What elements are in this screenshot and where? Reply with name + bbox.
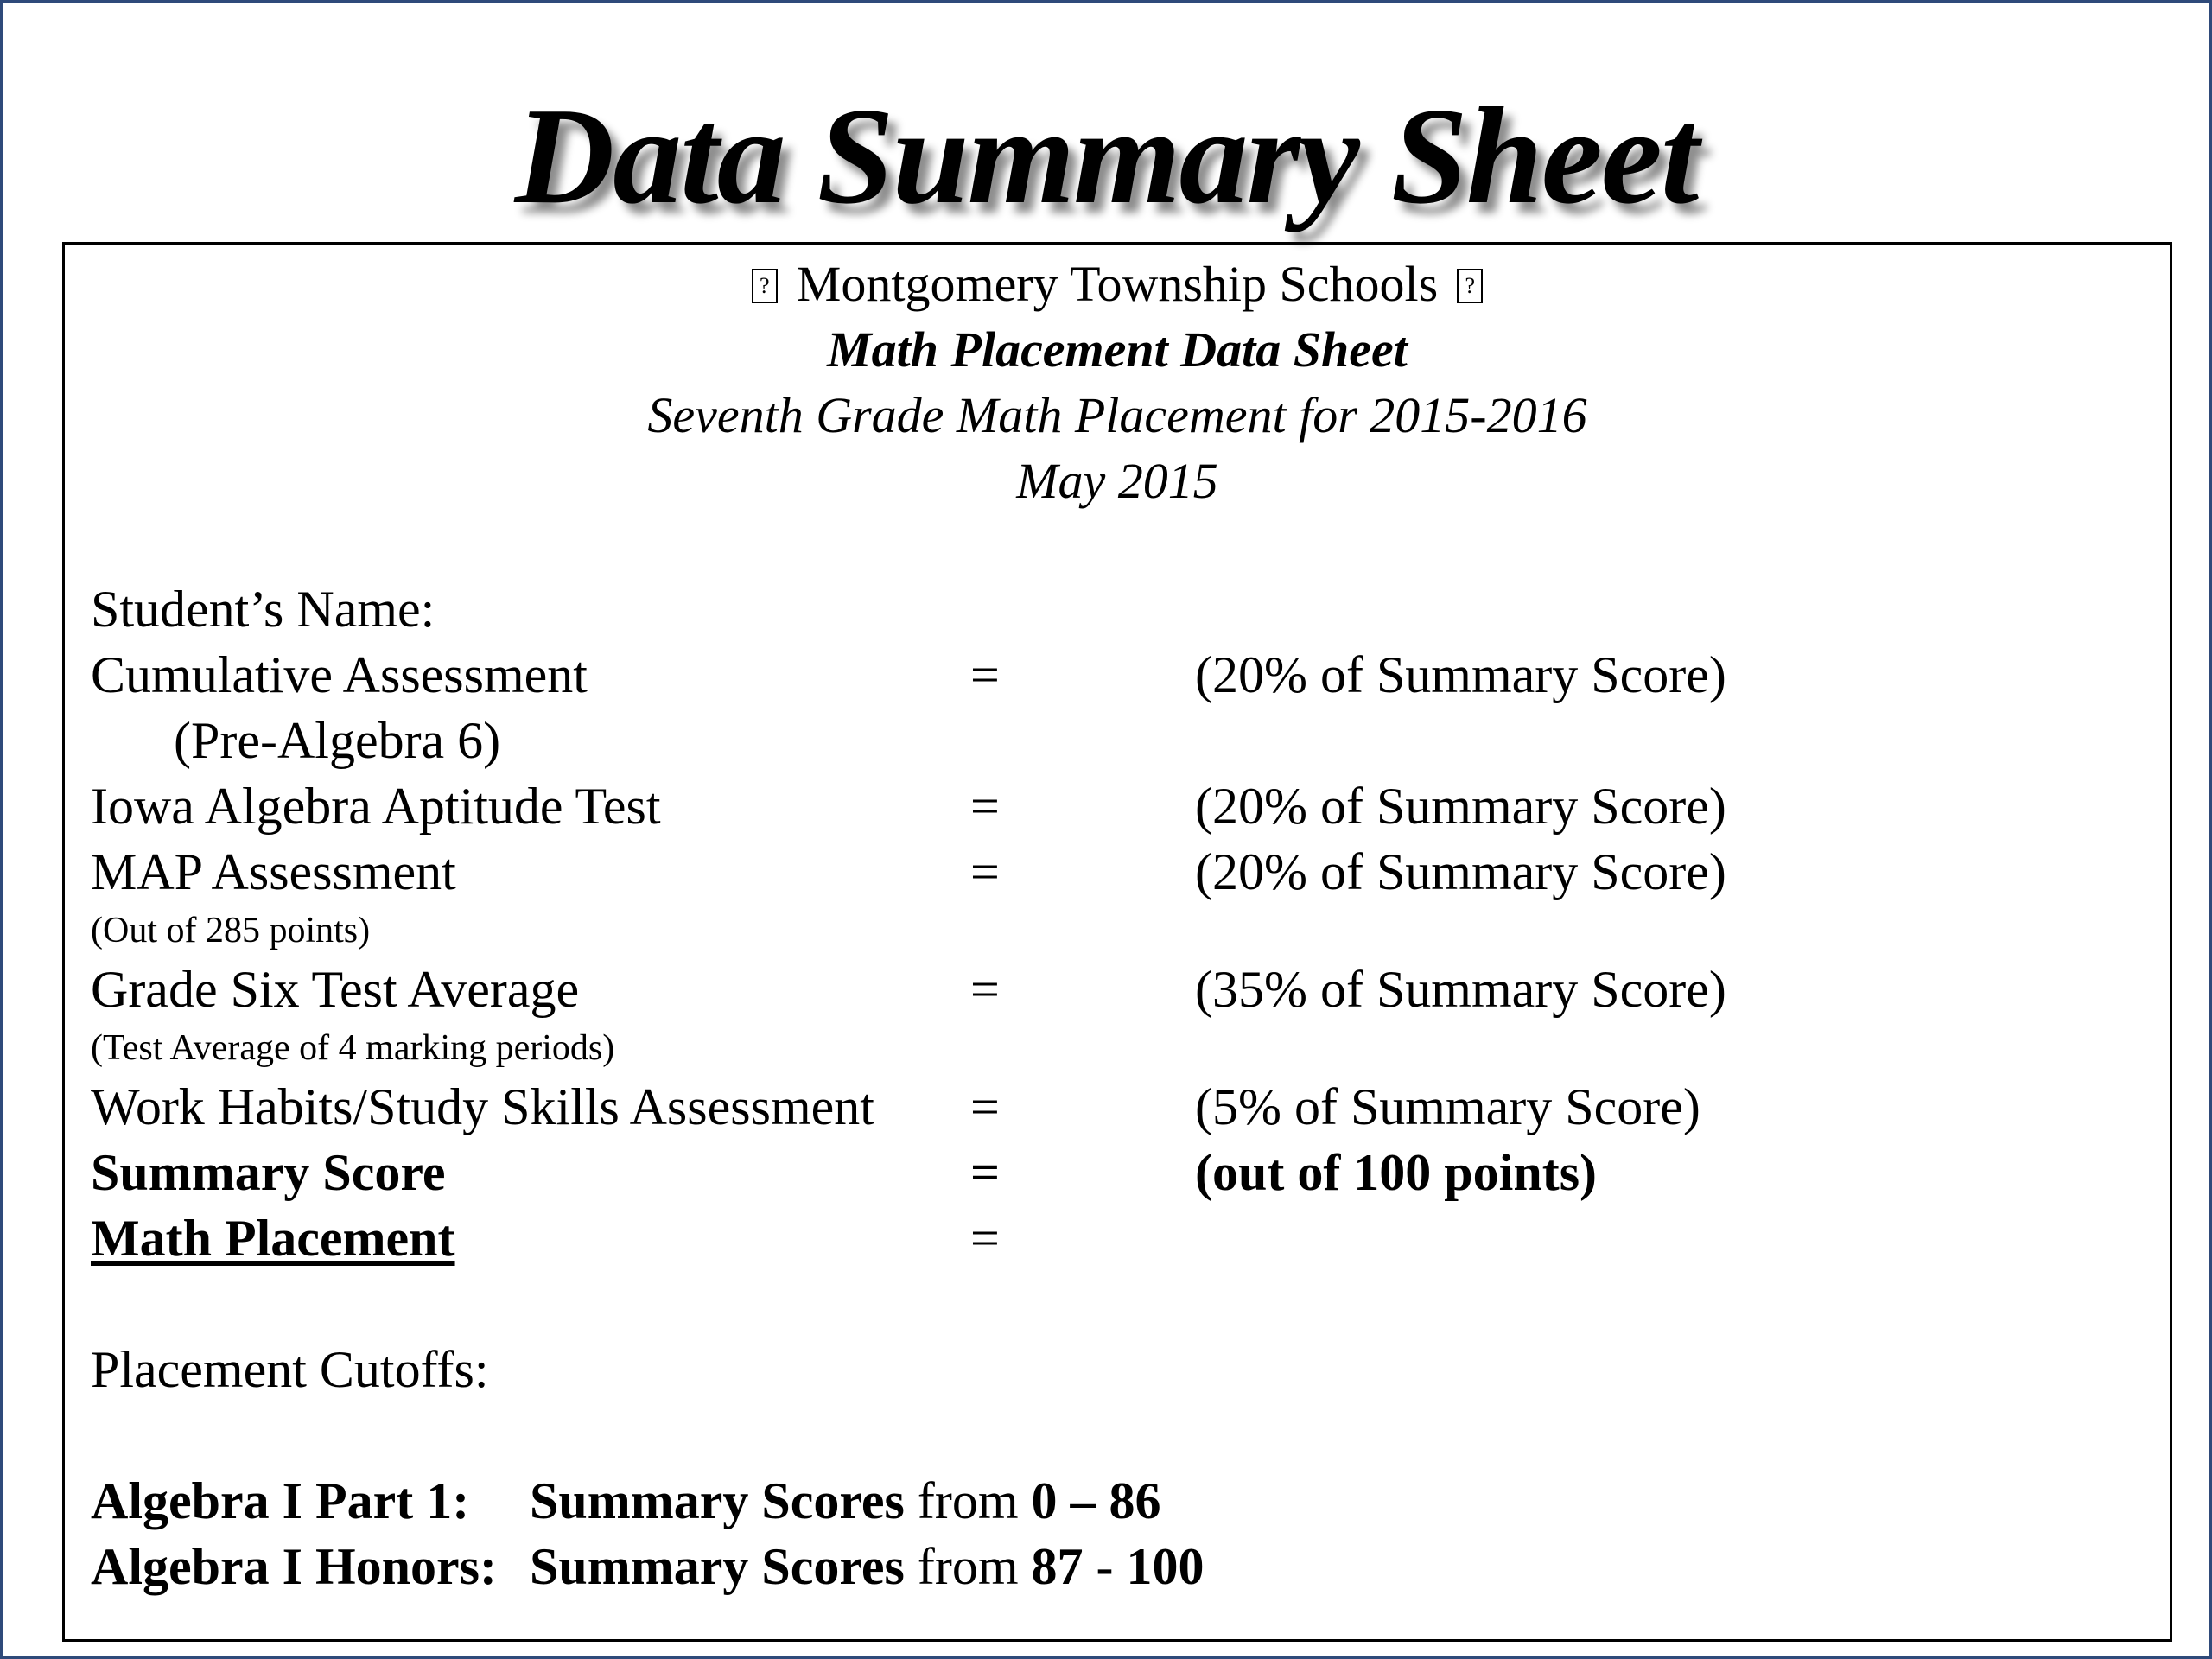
weight-text: (35% of Summary Score) bbox=[1195, 961, 1726, 1018]
row-label: Iowa Algebra Aptitude Test bbox=[91, 778, 661, 835]
row-note: (Test Average of 4 marking periods) bbox=[91, 1028, 615, 1068]
institution-line bbox=[65, 253, 2170, 315]
cutoff-range: Summary Scores from 0 – 86 bbox=[530, 1472, 1161, 1529]
weight-text: (20% of Summary Score) bbox=[1195, 843, 1726, 900]
weight-text: (20% of Summary Score) bbox=[1195, 778, 1726, 835]
grade-line: Seventh Grade Math Placement for 2015-2016 bbox=[647, 387, 1587, 443]
student-name-label: Student’s Name: bbox=[91, 581, 435, 638]
equals-sign: = bbox=[970, 961, 1000, 1018]
math-placement-label: Math Placement bbox=[91, 1210, 455, 1267]
equals-sign: = bbox=[970, 1210, 1000, 1267]
summary-score-note: (out of 100 points) bbox=[1195, 1144, 1598, 1201]
cutoff-label: Algebra I Honors: bbox=[91, 1538, 497, 1595]
missing-glyph-icon: ? bbox=[752, 269, 778, 303]
cutoff-label: Algebra I Part 1: bbox=[91, 1472, 470, 1529]
institution-name: Montgomery Township Schools bbox=[796, 256, 1439, 312]
row-label: MAP Assessment bbox=[91, 843, 456, 900]
weight-text: (5% of Summary Score) bbox=[1195, 1078, 1700, 1135]
sheet-date: May 2015 bbox=[1016, 453, 1218, 509]
cutoff-range: Summary Scores from 87 - 100 bbox=[530, 1538, 1205, 1595]
equals-sign: = bbox=[970, 646, 1000, 703]
row-note: (Pre-Algebra 6) bbox=[174, 712, 501, 769]
row-label: Grade Six Test Average bbox=[91, 961, 580, 1018]
summary-score-label: Summary Score bbox=[91, 1144, 446, 1201]
row-label: Work Habits/Study Skills Assessment bbox=[91, 1078, 874, 1135]
missing-glyph-icon: ? bbox=[1457, 269, 1483, 303]
row-label: Cumulative Assessment bbox=[91, 646, 588, 703]
equals-sign: = bbox=[970, 1078, 1000, 1135]
weight-text: (20% of Summary Score) bbox=[1195, 646, 1726, 703]
data-sheet-box bbox=[62, 242, 2172, 1642]
equals-sign: = bbox=[970, 843, 1000, 900]
page-title: Data Summary Sheet bbox=[514, 79, 1698, 232]
equals-sign: = bbox=[970, 778, 1000, 835]
placement-cutoffs-heading: Placement Cutoffs: bbox=[91, 1341, 489, 1398]
row-note: (Out of 285 points) bbox=[91, 911, 371, 950]
sheet-subtitle: Math Placement Data Sheet bbox=[827, 321, 1408, 378]
equals-sign: = bbox=[970, 1144, 1001, 1201]
